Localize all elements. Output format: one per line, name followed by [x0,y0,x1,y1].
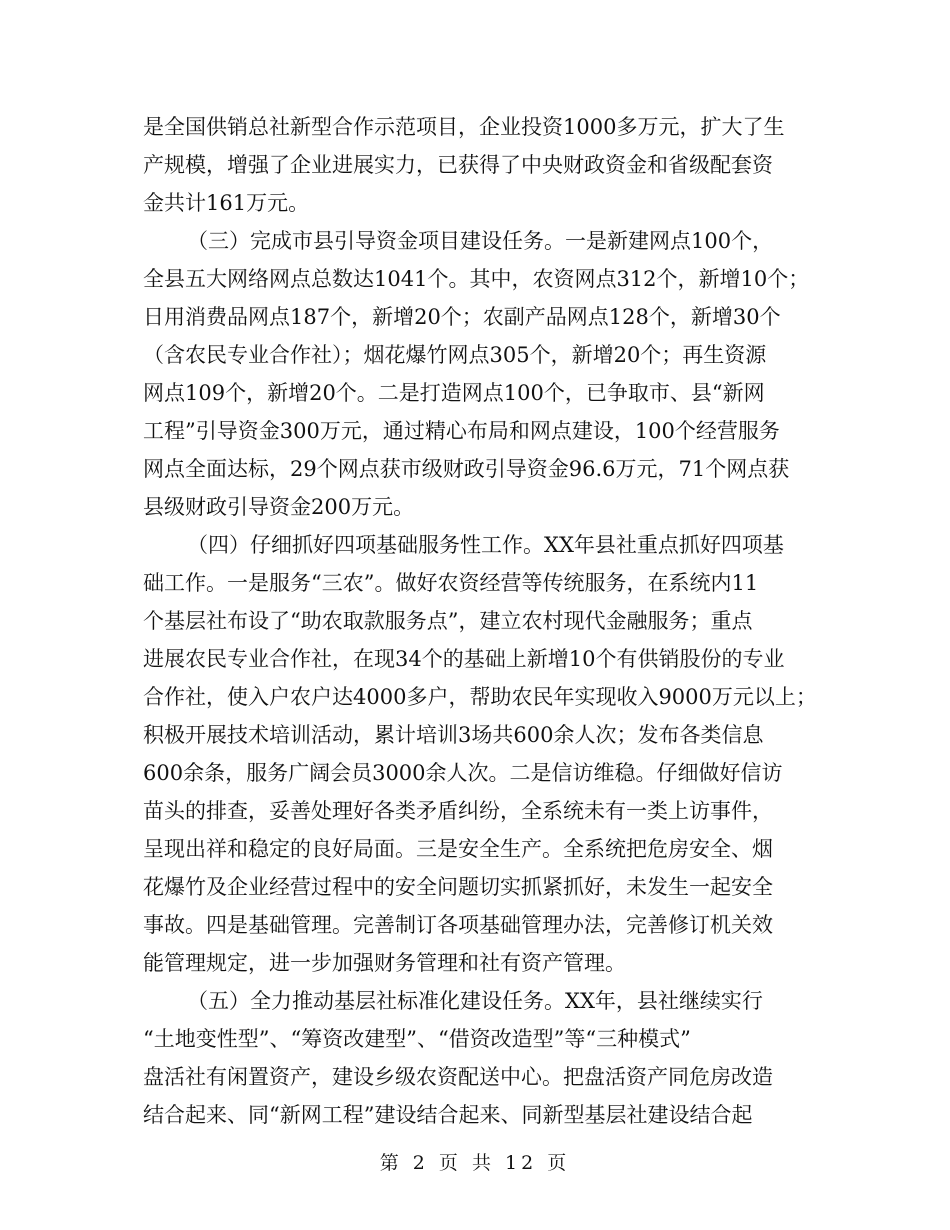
body-text-line: 事故。四是基础管理。完善制订各项基础管理办法，完善修订机关效 [143,913,773,937]
body-text-line: “土地变性型”、“筹资改建型”、“借资改造型”等“三种模式” [143,1027,691,1051]
body-text-line: 是全国供销总社新型合作示范项目，企业投资1000多万元，扩大了生 [143,115,785,139]
body-text-line: 金共计161万元。 [143,191,310,215]
body-text-line: 产规模，增强了企业进展实力，已获得了中央财政资金和省级配套资 [143,153,773,177]
body-text-line: 积极开展技术培训活动，累计培训3场共600余人次；发布各类信息 [143,723,764,747]
body-text-line: 600余条，服务广阔会员3000余人次。二是信访维稳。仔细做好信访 [143,761,783,785]
body-text-line: 网点全面达标，29个网点获市级财政引导资金96.6万元，71个网点获 [143,457,790,481]
body-text-line: 日用消费品网点187个，新增20个；农副产品网点128个，新增30个 [143,305,781,329]
body-text-line: 工程”引导资金300万元，通过精心布局和网点建设，100个经营服务 [143,419,780,443]
body-text-line: 花爆竹及企业经营过程中的安全问题切实抓紧抓好，未发生一起安全 [143,875,773,899]
page-number-footer: 第 2 页 共 12 页 [379,1152,571,1174]
section-heading-line: （四）仔细抓好四项基础服务性工作。XX年县社重点抓好四项基 [187,533,784,557]
body-text-line: 盘活社有闲置资产，建设乡级农资配送中心。把盘活资产同危房改造 [143,1065,773,1089]
section-heading-line: （三）完成市县引导资金项目建设任务。一是新建网点100个， [187,229,774,253]
body-text-line: 础工作。一是服务“三农”。做好农资经营等传统服务，在系统内11 [143,571,759,595]
body-text-line: （含农民专业合作社）；烟花爆竹网点305个，新增20个；再生资源 [143,343,767,367]
body-text-line: 网点109个，新增20个。二是打造网点100个，已争取市、县“新网 [143,381,765,405]
body-text-line: 呈现出祥和稳定的良好局面。三是安全生产。全系统把危房安全、烟 [143,837,773,861]
body-text-line: 合作社，使入户农户达4000多户，帮助农民年实现收入9000万元以上； [143,685,817,709]
body-text-line: 县级财政引导资金200万元。 [143,495,415,519]
body-text-line: 能管理规定，进一步加强财务管理和社有资产管理。 [143,951,626,975]
body-text-line: 全县五大网络网点总数达1041个。其中，农资网点312个，新增10个； [143,267,810,291]
section-heading-line: （五）全力推动基层社标准化建设任务。XX年，县社继续实行 [187,989,763,1013]
body-text-line: 苗头的排查，妥善处理好各类矛盾纠纷，全系统未有一类上访事件， [143,799,773,823]
body-text-line: 个基层社布设了“助农取款服务点”，建立农村现代金融服务；重点 [143,609,753,633]
body-text-line: 结合起来、同“新网工程”建设结合起来、同新型基层社建设结合起 [143,1103,753,1127]
body-text-line: 进展农民专业合作社，在现34个的基础上新增10个有供销股份的专业 [143,647,785,671]
